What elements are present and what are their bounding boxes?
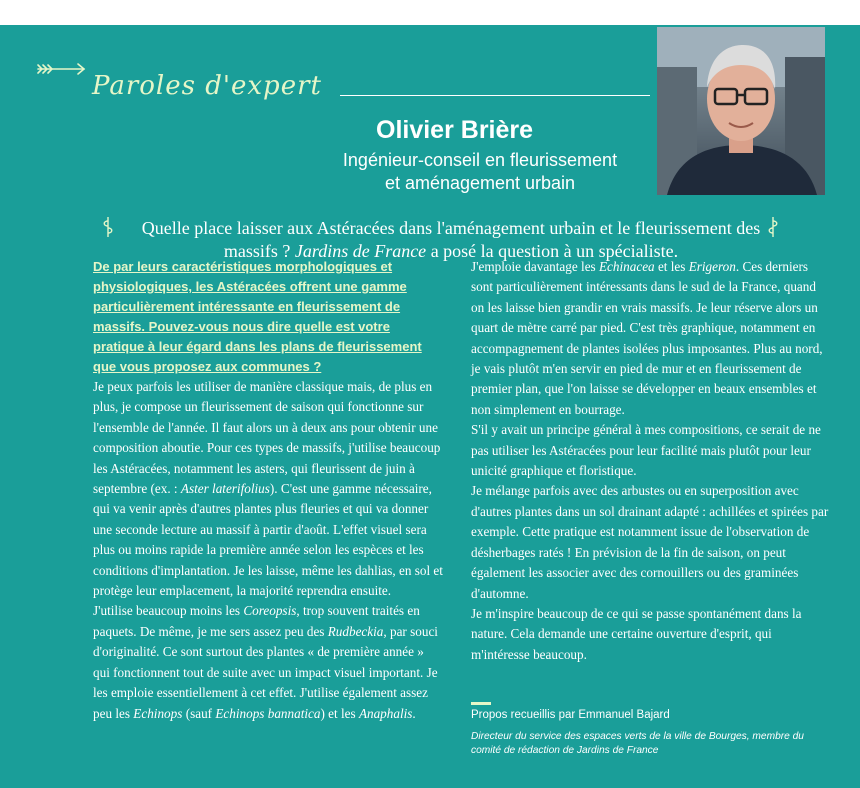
species-name: Anaphalis [358,705,413,721]
answer-text: . [412,705,416,721]
species-name: Coreopsis [243,603,297,619]
portrait-illustration [657,27,825,195]
expert-name: Olivier Brière [376,116,534,144]
answer-text: . Ces derniers sont particulièrement intéressants dans le sud de la France, quand on les laisse bien grandir en vrais massifs. Je leur réserve alors un quart de mètre carré par pied. C'est très graphique, notamment en accompagnement de plantes isolées plus imposantes. Plus au nord, je vais plutôt m'en servir en pied de mur et en fleurissement de premier plan, que l'on laisse se développer en beaux ensembles et non simplement en bourrage. [471,259,823,417]
article-panel [0,25,860,788]
answer-text: , par souci d'originalité. Ce sont surtout des plantes « de première année » qui fonctionnent tout de suite avec un impact visuel important. Je les emploie essentiellement à cet effet. J'utilise également assez peu les [93,623,438,721]
answer-text: Je peux parfois les utiliser de manière classique mais, de plus en plus, je compose un fleurissement de saison qui fonctionne sur l'ensemble de l'année. Il faut alors un à deux ans pour obtenir une composition aboutie. Pour ces types de massifs, j'utilise beaucoup les Astéracées, notamment les asters, qui fleurissent de juin à septembre (ex. : [93,379,441,497]
answer-paragraph: S'il y avait un principe général à mes compositions, ce serait de ne pas utiliser les Astéracées pour leur facilité mais plutôt pour leur unicité graphique et floristique. [471,422,821,479]
leaf-ornament-left-icon [101,215,115,239]
species-name: Echinacea [598,259,655,274]
species-name: Echinops bannatica [215,705,321,721]
right-column [471,257,831,665]
answer-paragraph: Je m'inspire beaucoup de ce qui se passe spontanément dans la nature. Cela demande une certaine ouverture d'esprit, qui m'intéresse beaucoup. [471,605,802,662]
answer-text: ). C'est une gamme nécessaire, qui va venir après d'autres plantes plus fleuries et qui va donner une seconde lecture au massif à partir d'août. L'effet visuel sera plus ou moins rapide la première année selon les espèces et les conditions d'implantation. Je les laisse, même les dahlias, en sol et protège leur emplacement, la majorité reprendra ensuite. [93,481,443,599]
arrow-icon [36,61,86,77]
expert-role-line1: Ingénieur-conseil en fleurissement [342,150,618,170]
credit-name: Propos recueillis par Emmanuel Bajard [471,709,670,721]
species-name: Rudbeckia [327,623,384,639]
left-column [93,257,443,724]
intro-part1: Quelle place laisser aux Astéracées dans l'aménagement urbain et le fleurissement des massifs ? [141,218,761,261]
credit-role: Directeur du service des espaces verts de la ville de Bourges, membre du comité de rédaction de Jardins de France [471,731,804,756]
answer-text: (sauf [182,705,216,721]
answer-text: et les [654,259,689,274]
interview-question: De par leurs caractéristiques morphologiques et physiologiques, les Astéracées offrent une gamme particulièrement intéressante en fleurissement de massifs. Pouvez-vous nous dire quelle est votre pratique à leur égard dans les plans de fleurissement que vous proposez aux communes ? [93,259,422,374]
answer-text: ) et les [320,705,359,721]
section-heading: Paroles d'expert [92,71,322,101]
species-name: Echinops [133,705,183,721]
leaf-ornament-right-icon [766,215,780,239]
species-name: Erigeron [688,259,736,274]
answer-paragraph [93,601,443,723]
expert-portrait [657,27,825,195]
species-name: Aster laterifolius [180,481,270,497]
answer-text: , trop souvent traités en paquets. De même, je me sers assez peu des [93,603,420,639]
answer-text: J'emploie davantage les [471,259,599,274]
intro-part2: a posé la question à un spécialiste. [426,241,679,261]
header-divider [340,95,650,96]
expert-role [300,149,660,195]
magazine-name: Jardins de France [294,241,427,261]
answer-paragraph: Je mélange parfois avec des arbustes ou en superposition avec d'autres plantes dans un sol drainant adapté : achillées et spirées par exemple. Cette pratique est notamment issue de l'observation de désherbages ratés ! En prévision de la fin de saison, on peut également les associer avec des cornouillers ou des graminées d'automne. [471,483,829,601]
answer-paragraph [93,377,443,601]
answer-text: J'utilise beaucoup moins les [93,603,244,619]
credit-divider [471,702,491,705]
expert-role-line2: et aménagement urbain [384,173,576,193]
answer-paragraph [471,257,831,420]
